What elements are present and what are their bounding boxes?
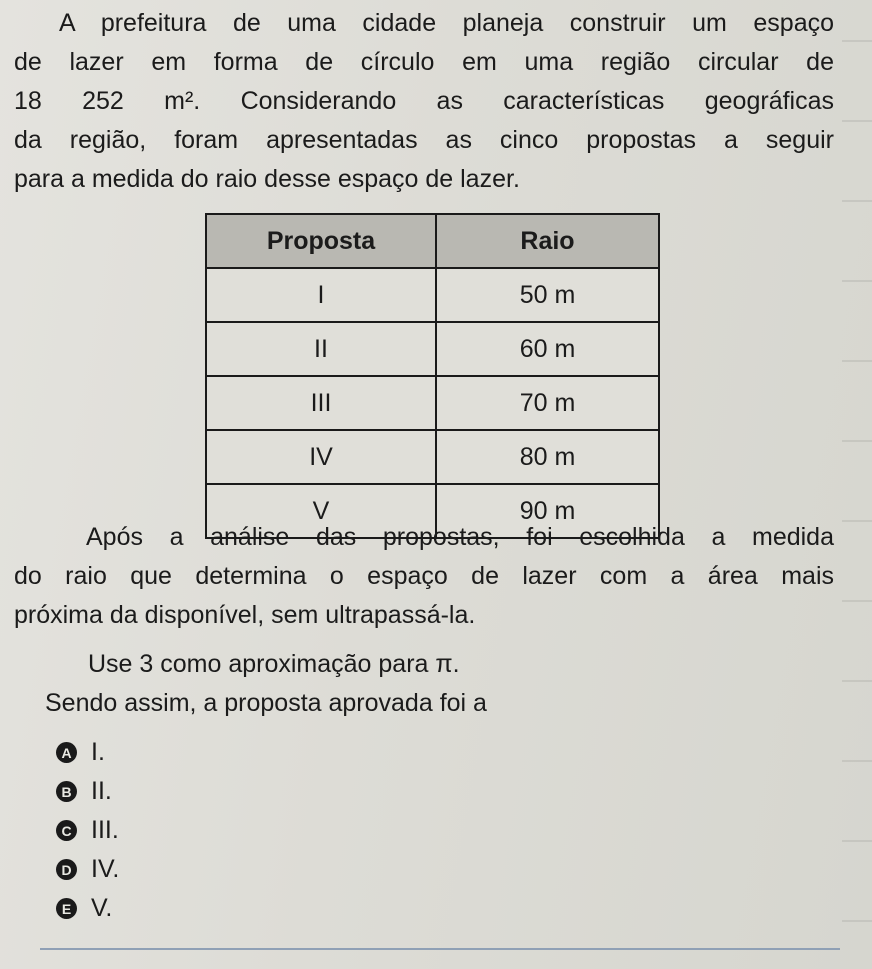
option-letter-badge: A bbox=[56, 742, 77, 763]
header-raio: Raio bbox=[436, 214, 659, 268]
cell-proposta: II bbox=[206, 322, 436, 376]
cell-raio: 50 m bbox=[436, 268, 659, 322]
cell-raio: 80 m bbox=[436, 430, 659, 484]
table-header-row bbox=[206, 214, 659, 268]
option-b[interactable] bbox=[56, 772, 119, 811]
question-stem: Sendo assim, a proposta aprovada foi a bbox=[45, 689, 487, 717]
option-letter-badge: D bbox=[56, 859, 77, 880]
cell-proposta: IV bbox=[206, 430, 436, 484]
intro-line: da região, foram apresentadas as cinco propostas a seguir bbox=[14, 126, 834, 154]
cell-raio: 60 m bbox=[436, 322, 659, 376]
analysis-line: do raio que determina o espaço de lazer com a área mais bbox=[14, 562, 834, 590]
intro-line: A prefeitura de uma cidade planeja construir um espaço bbox=[59, 9, 834, 37]
option-text: V. bbox=[91, 894, 113, 922]
option-d[interactable] bbox=[56, 850, 119, 889]
option-text: I. bbox=[91, 738, 105, 766]
cell-proposta: V bbox=[206, 484, 436, 538]
option-letter-badge: E bbox=[56, 898, 77, 919]
analysis-paragraph bbox=[14, 518, 834, 635]
bottom-divider bbox=[40, 948, 840, 950]
pi-hint: Use 3 como aproximação para π. bbox=[88, 650, 460, 678]
answer-options bbox=[56, 733, 119, 928]
option-letter-badge: C bbox=[56, 820, 77, 841]
option-letter-badge: B bbox=[56, 781, 77, 802]
cell-proposta: I bbox=[206, 268, 436, 322]
option-text: IV. bbox=[91, 855, 120, 883]
intro-paragraph bbox=[14, 4, 834, 199]
table-row bbox=[206, 322, 659, 376]
cell-raio: 90 m bbox=[436, 484, 659, 538]
table-row bbox=[206, 376, 659, 430]
intro-line: 18 252 m². Considerando as características geográficas bbox=[14, 87, 834, 115]
cell-proposta: III bbox=[206, 376, 436, 430]
option-e[interactable] bbox=[56, 889, 119, 928]
page-edge bbox=[842, 0, 872, 969]
analysis-line: Após a análise das propostas, foi escolhida a medida bbox=[86, 523, 834, 551]
proposals-table bbox=[205, 213, 660, 539]
table-row bbox=[206, 430, 659, 484]
option-c[interactable] bbox=[56, 811, 119, 850]
option-a[interactable] bbox=[56, 733, 119, 772]
table-row bbox=[206, 268, 659, 322]
analysis-line: próxima da disponível, sem ultrapassá-la. bbox=[14, 601, 476, 629]
intro-line: de lazer em forma de círculo em uma região circular de bbox=[14, 48, 834, 76]
option-text: II. bbox=[91, 777, 112, 805]
header-proposta: Proposta bbox=[206, 214, 436, 268]
option-text: III. bbox=[91, 816, 119, 844]
intro-line: para a medida do raio desse espaço de lazer. bbox=[14, 165, 520, 193]
cell-raio: 70 m bbox=[436, 376, 659, 430]
